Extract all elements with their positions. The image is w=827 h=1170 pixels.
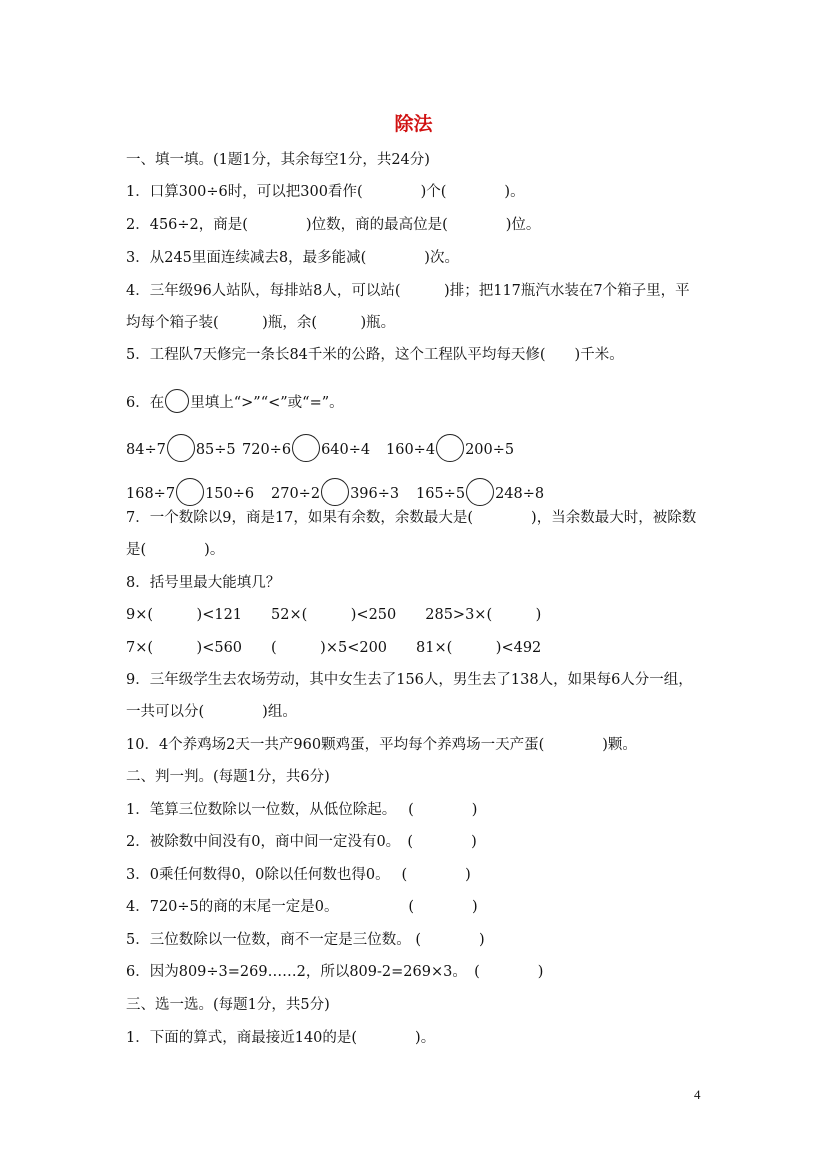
section-3-heading: 三、选一选。(每题1分，共5分) bbox=[126, 997, 330, 1013]
judge-2: 2．被除数中间没有0，商中间一定没有0。 ( ) bbox=[126, 834, 477, 850]
compare-right: 396÷3 bbox=[350, 486, 400, 502]
section-2-heading: 二、判一判。(每题1分，共6分) bbox=[126, 769, 330, 785]
section-1-heading: 一、填一填。(1题1分，其余每空1分，共24分) bbox=[126, 152, 430, 168]
q6-suffix: 里填上“>”“<”或“=”。 bbox=[190, 395, 344, 411]
question-1-7: 7．一个数除以9，商是17，如果有余数，余数最大是( )，当余数最大时，被除数 bbox=[126, 510, 697, 526]
compare-right: 150÷6 bbox=[205, 486, 255, 502]
answer-circle[interactable] bbox=[321, 478, 349, 506]
compare-item bbox=[126, 434, 236, 462]
answer-circle[interactable] bbox=[292, 434, 320, 462]
compare-right: 640÷4 bbox=[321, 442, 371, 458]
compare-item bbox=[242, 434, 370, 462]
circle-icon bbox=[165, 389, 189, 413]
compare-left: 168÷7 bbox=[126, 486, 176, 502]
question-1-9: 9．三年级学生去农场劳动，其中女生去了156人，男生去了138人，如果每6人分一组， bbox=[126, 672, 693, 688]
question-1-4-cont: 均每个箱子装( )瓶，余( )瓶。 bbox=[126, 315, 396, 331]
question-1-5: 5．工程队7天修完一条长84千米的公路，这个工程队平均每天修( )千米。 bbox=[126, 347, 624, 363]
question-1-2: 2．456÷2，商是( )位数，商的最高位是( )位。 bbox=[126, 217, 541, 233]
question-1-1: 1．口算300÷6时，可以把300看作( )个( )。 bbox=[126, 184, 525, 200]
compare-item bbox=[386, 434, 514, 462]
compare-item bbox=[271, 478, 399, 506]
answer-circle[interactable] bbox=[176, 478, 204, 506]
judge-6: 6．因为809÷3=269……2，所以809-2=269×3。 ( ) bbox=[126, 964, 544, 980]
compare-item bbox=[126, 478, 254, 506]
compare-left: 270÷2 bbox=[271, 486, 321, 502]
compare-item bbox=[416, 478, 544, 506]
question-1-8: 8．括号里最大能填几？ bbox=[126, 575, 281, 591]
q6-prefix: 6．在 bbox=[126, 395, 165, 411]
compare-left: 720÷6 bbox=[242, 442, 292, 458]
judge-4: 4．720÷5的商的末尾一定是0。 ( ) bbox=[126, 899, 478, 915]
compare-left: 160÷4 bbox=[386, 442, 436, 458]
page-number: 4 bbox=[694, 1087, 701, 1102]
answer-circle[interactable] bbox=[436, 434, 464, 462]
question-1-8-row2: 7×( )<560 ( )×5<200 81×( )<492 bbox=[126, 640, 542, 656]
choice-1: 1．下面的算式，商最接近140的是( )。 bbox=[126, 1030, 436, 1046]
question-1-6 bbox=[126, 389, 716, 413]
question-1-9-cont: 一共可以分( )组。 bbox=[126, 704, 297, 720]
judge-3: 3．0乘任何数得0，0除以任何数也得0。 ( ) bbox=[126, 867, 471, 883]
answer-circle[interactable] bbox=[167, 434, 195, 462]
question-1-7-cont: 是( )。 bbox=[126, 542, 225, 558]
compare-right: 85÷5 bbox=[195, 442, 236, 458]
answer-circle[interactable] bbox=[466, 478, 494, 506]
question-1-3: 3．从245里面连续减去8，最多能减( )次。 bbox=[126, 250, 459, 266]
compare-left: 165÷5 bbox=[416, 486, 466, 502]
judge-1: 1．笔算三位数除以一位数，从低位除起。 ( ) bbox=[126, 802, 478, 818]
compare-left: 84÷7 bbox=[126, 442, 166, 458]
compare-right: 248÷8 bbox=[495, 486, 545, 502]
judge-5: 5．三位数除以一位数，商不一定是三位数。 ( ) bbox=[126, 932, 485, 948]
question-1-4: 4．三年级96人站队，每排站8人，可以站( )排；把117瓶汽水装在7个箱子里，平 bbox=[126, 283, 690, 299]
page-title: 除法 bbox=[394, 113, 433, 135]
question-1-10: 10．4个养鸡场2天一共产960颗鸡蛋，平均每个养鸡场一天产蛋( )颗。 bbox=[126, 737, 637, 753]
question-1-8-row1: 9×( )<121 52×( )<250 285>3×( ) bbox=[126, 607, 542, 623]
compare-right: 200÷5 bbox=[465, 442, 515, 458]
